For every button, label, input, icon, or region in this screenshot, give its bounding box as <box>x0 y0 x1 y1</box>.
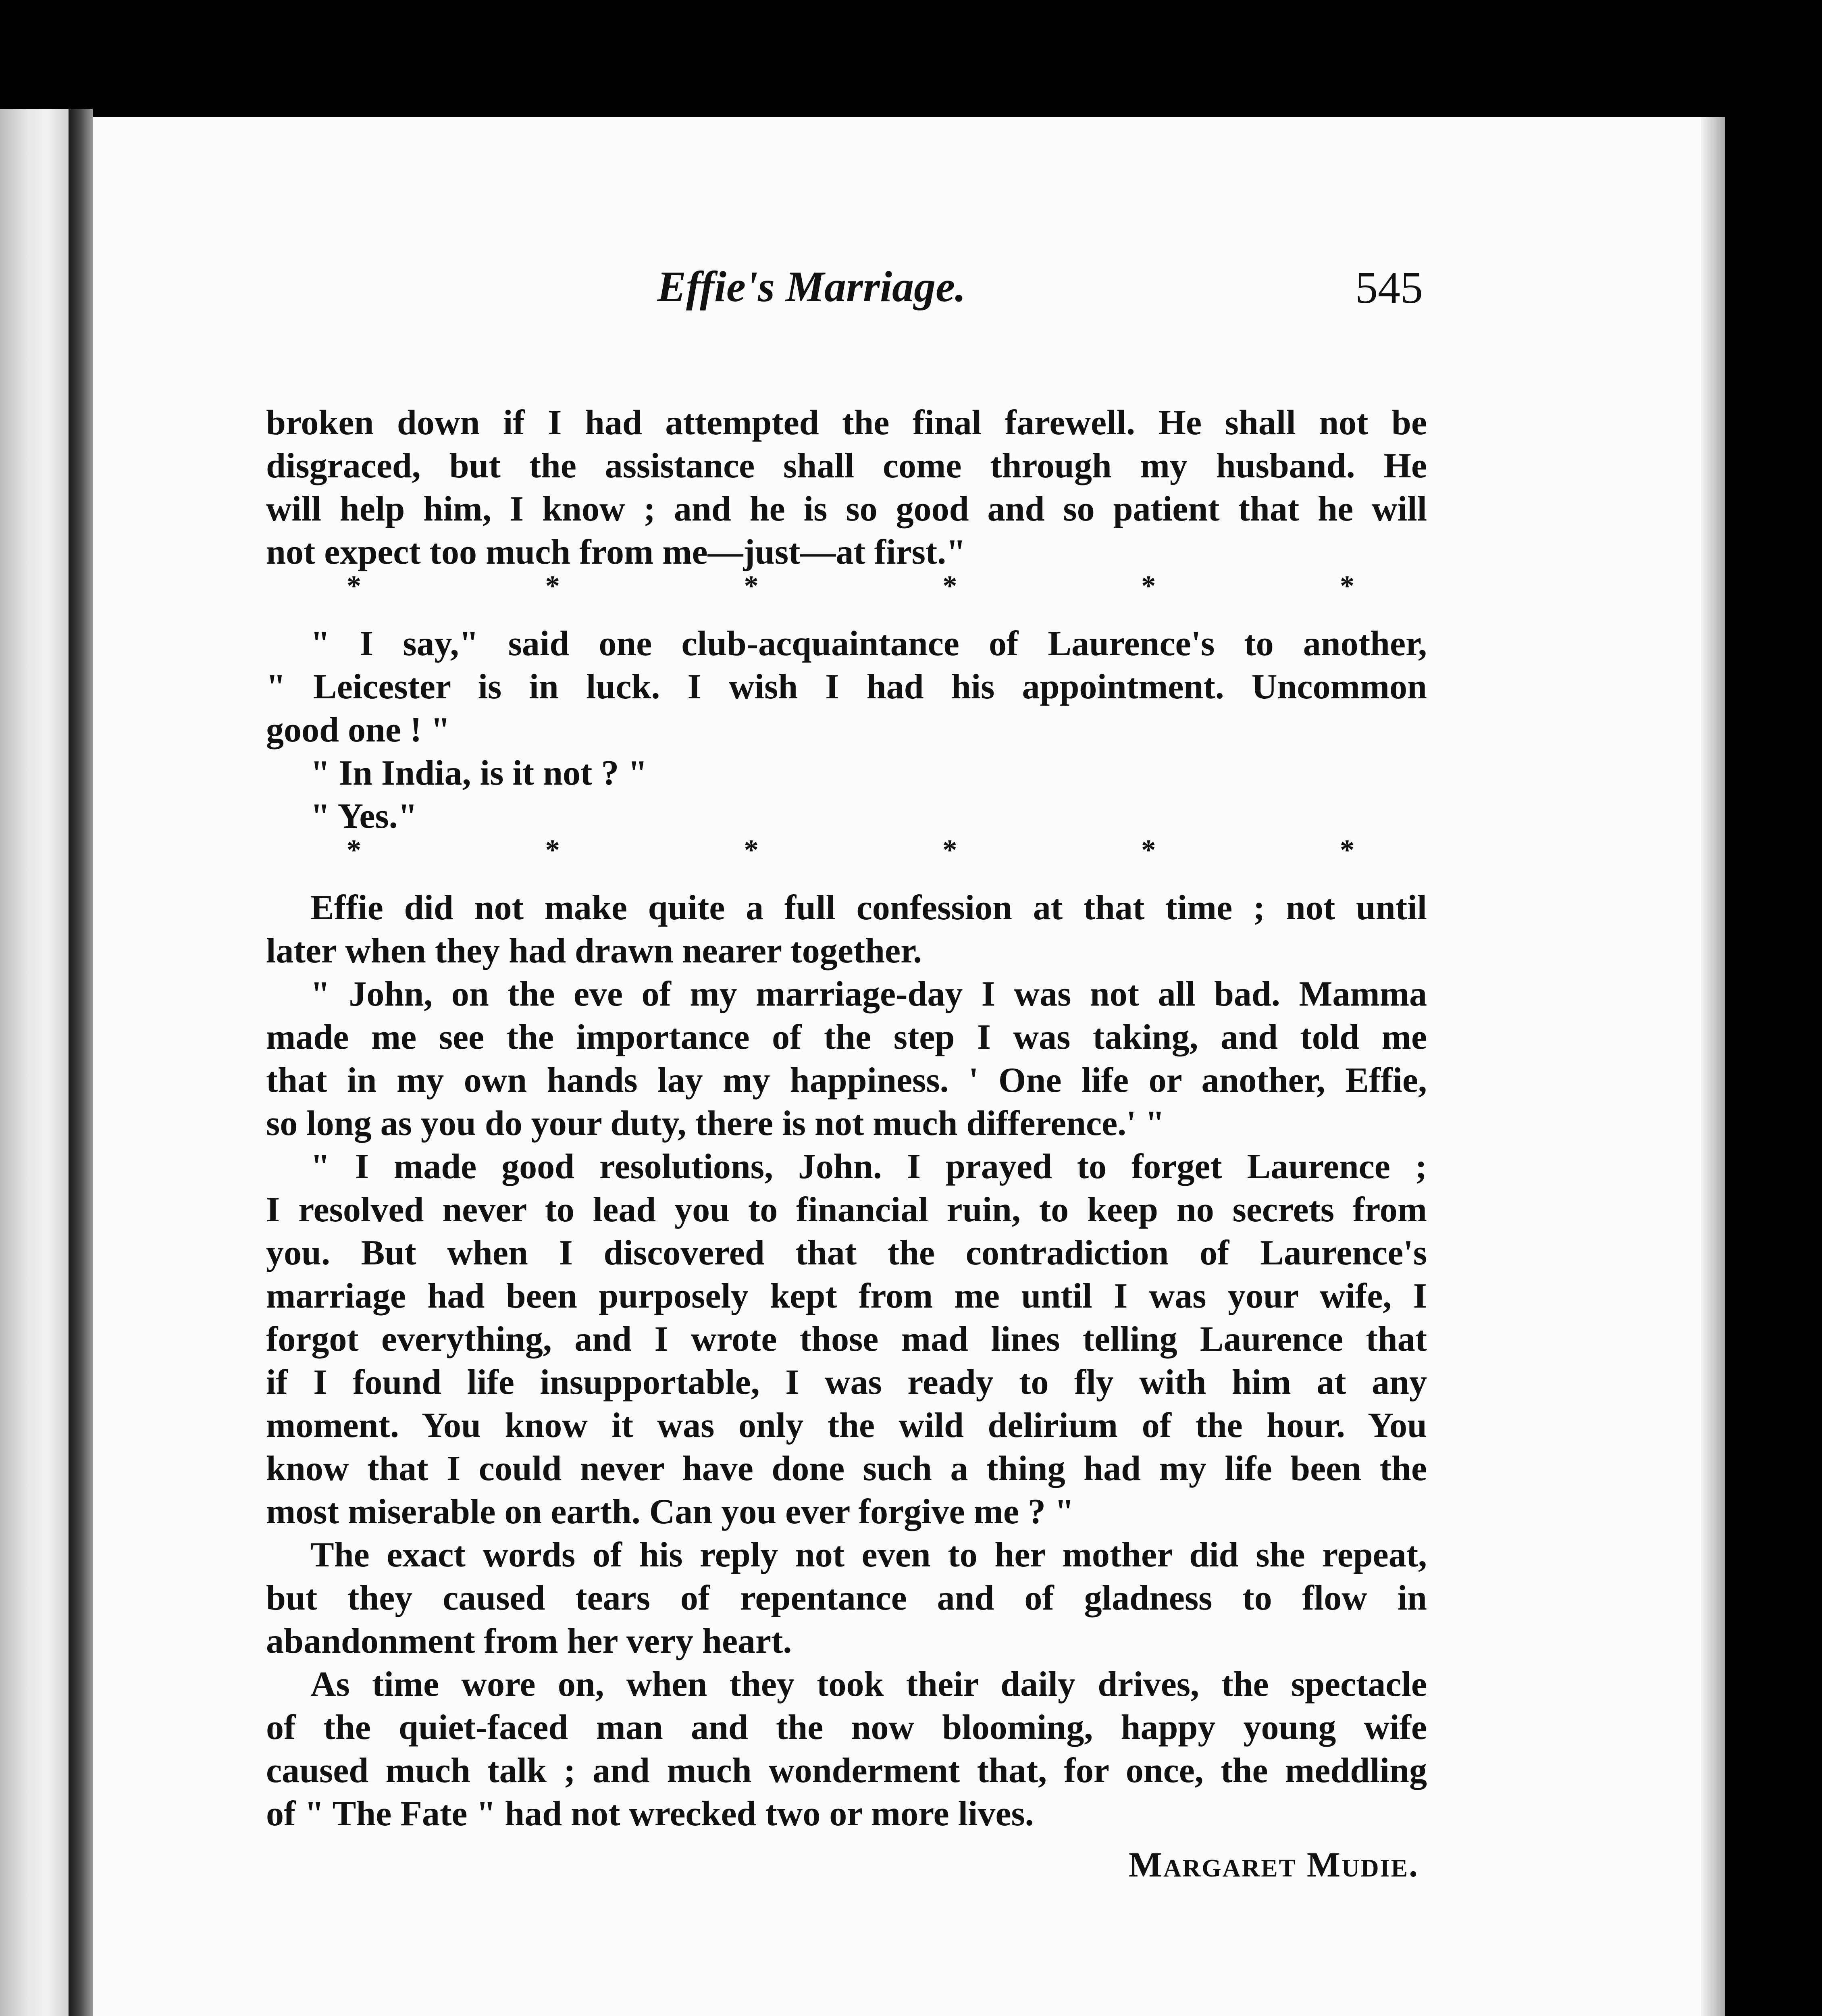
paragraph <box>266 401 1427 574</box>
page-number: 545 <box>1355 263 1423 313</box>
left-page-edge <box>0 109 69 2016</box>
paragraph <box>266 752 1427 795</box>
paragraph <box>266 973 1427 1145</box>
page-header <box>173 210 1423 323</box>
asterisk: * <box>1141 834 1156 866</box>
text-line: will help him, I know ; and he is so good and so patient that he will <box>266 489 1427 529</box>
asterisk: * <box>347 570 361 602</box>
running-title: Effie's Marriage. <box>657 263 966 311</box>
text-line: good one ! " <box>266 710 451 750</box>
asterisk: * <box>347 834 361 866</box>
section-break <box>266 834 1427 874</box>
text-line: " John, on the eve of my marriage-day I was not all bad. Mamma <box>310 975 1427 1014</box>
author-signature: Margaret Mudie. <box>1128 1845 1419 1885</box>
text-line: but they caused tears of repentance and of gladness to flow in <box>266 1579 1427 1618</box>
text-line: " I made good resolutions, John. I prayed to forget Laurence ; <box>310 1147 1427 1186</box>
section-break <box>266 570 1427 610</box>
paragraph <box>266 886 1427 973</box>
text-line: if I found life insupportable, I was ready to fly with him at any <box>266 1363 1427 1402</box>
text-line: " Leicester is in luck. I wish I had his appointment. Uncommon <box>266 667 1427 706</box>
text-line: forgot everything, and I wrote those mad lines telling Laurence that <box>266 1320 1427 1359</box>
text-line: you. But when I discovered that the contradiction of Laurence's <box>266 1233 1427 1272</box>
text-line: so long as you do your duty, there is not much difference.' " <box>266 1104 1165 1143</box>
asterisk: * <box>942 570 957 602</box>
text-line: disgraced, but the assistance shall come through my husband. He <box>266 446 1427 485</box>
text-line: marriage had been purposely kept from me until I was your wife, I <box>266 1277 1427 1316</box>
text-line: of " The Fate " had not wrecked two or more lives. <box>266 1794 1034 1833</box>
asterisk: * <box>1141 570 1156 602</box>
asterisk: * <box>744 834 759 866</box>
text-line: most miserable on earth. Can you ever forgive me ? " <box>266 1492 1074 1531</box>
text-line: I resolved never to lead you to financial ruin, to keep no secrets from <box>266 1190 1427 1229</box>
text-line: " In India, is it not ? " <box>310 754 648 793</box>
text-line: " Yes." <box>310 797 418 836</box>
text-line: later when they had drawn nearer together. <box>266 931 922 971</box>
asterisk: * <box>942 834 957 866</box>
text-line: broken down if I had attempted the final farewell. He shall not be <box>266 403 1427 442</box>
text-line: caused much talk ; and much wonderment that, for once, the meddling <box>266 1751 1427 1790</box>
right-page-edge <box>1701 117 1725 2016</box>
asterisk: * <box>1339 834 1354 866</box>
text-line: not expect too much from me—just—at first." <box>266 533 966 572</box>
asterisk: * <box>744 570 759 602</box>
text-line: moment. You know it was only the wild delirium of the hour. You <box>266 1406 1427 1445</box>
text-line: made me see the importance of the step I was taking, and told me <box>266 1018 1427 1057</box>
text-line: " I say," said one club-acquaintance of Laurence's to another, <box>310 624 1427 663</box>
text-line: As time wore on, when they took their daily drives, the spectacle <box>310 1665 1427 1704</box>
asterisk: * <box>545 570 560 602</box>
paragraph <box>266 1663 1427 1835</box>
asterisk: * <box>1339 570 1354 602</box>
text-line: Effie did not make quite a full confession at that time ; not until <box>310 888 1427 927</box>
text-line: The exact words of his reply not even to her mother did she repeat, <box>310 1535 1427 1574</box>
paragraph <box>266 795 1427 838</box>
text-line: know that I could never have done such a thing had my life been the <box>266 1449 1427 1488</box>
paragraph <box>266 1533 1427 1663</box>
body-text <box>266 401 1427 1887</box>
asterisk: * <box>545 834 560 866</box>
book-gutter <box>69 109 93 2016</box>
paragraph <box>266 1145 1427 1533</box>
text-line: that in my own hands lay my happiness. ' One life or another, Effie, <box>266 1061 1427 1100</box>
text-line: abandonment from her very heart. <box>266 1622 792 1661</box>
paragraph <box>266 622 1427 752</box>
text-line: of the quiet-faced man and the now blooming, happy young wife <box>266 1708 1427 1747</box>
